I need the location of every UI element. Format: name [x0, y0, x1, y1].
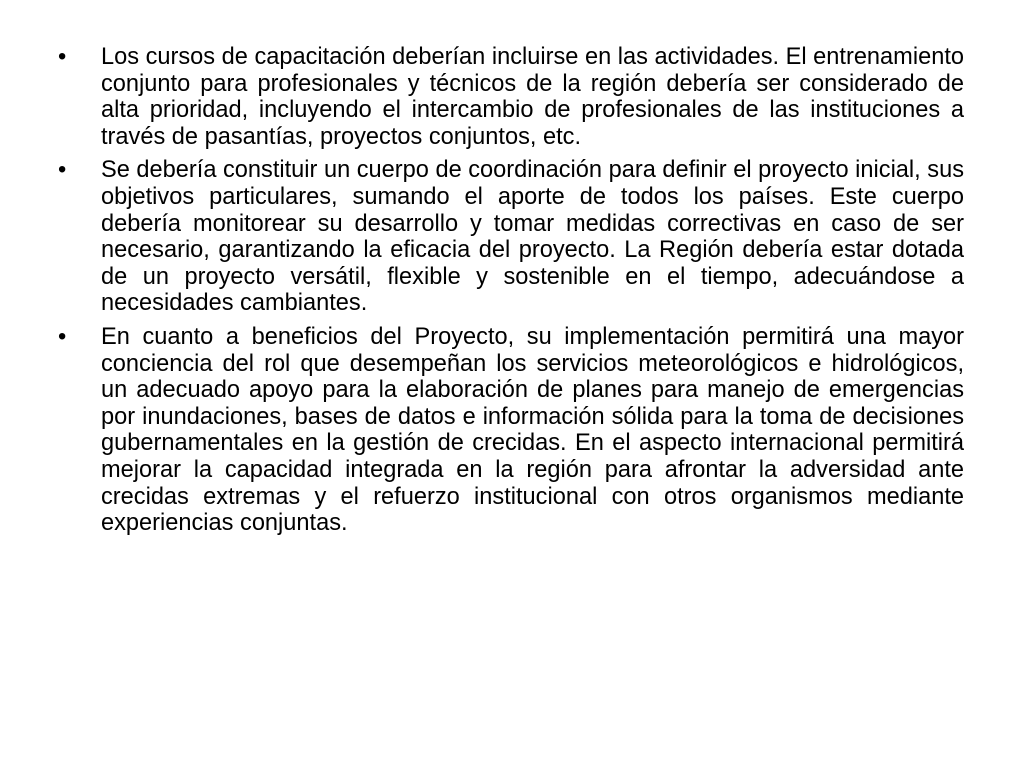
- bullet-marker: •: [58, 323, 67, 350]
- bullet-text: En cuanto a beneficios del Proyecto, su implementación permitirá una mayor conciencia del rol que desempeñan los servicios meteorológicos e hidrológicos, un adecuado apoyo para la elaboración de planes para manejo de emergencias por inundaciones, bases de datos e información sólida para la toma de decisiones gubernamentales en la gestión de crecidas. En el aspecto internacional permitirá mejorar la capacidad integrada en la región para afrontar la adversidad ante crecidas extremas y el refuerzo institucional con otros organismos mediante experiencias conjuntas.: [101, 323, 964, 537]
- bullet-item: [56, 324, 964, 537]
- bullet-text: Los cursos de capacitación deberían incluirse en las actividades. El entrenamiento conjunto para profesionales y técnicos de la región debería ser considerado de alta prioridad, incluyendo el intercambio de profesionales de las instituciones a través de pasantías, proyectos conjuntos, etc.: [101, 44, 964, 150]
- bullet-marker: •: [58, 157, 67, 184]
- bullet-list: [56, 44, 964, 544]
- bullet-item: [56, 157, 964, 317]
- bullet-item: [56, 44, 964, 150]
- bullet-text: Se debería constituir un cuerpo de coordinación para definir el proyecto inicial, sus objetivos particulares, sumando el aporte de todos los países. Este cuerpo debería monitorear su desarrollo y tomar medidas correctivas en caso de ser necesario, garantizando la eficacia del proyecto. La Región debería estar dotada de un proyecto versátil, flexible y sostenible en el tiempo, adecuándose a necesidades cambiantes.: [101, 157, 964, 317]
- bullet-marker: •: [58, 44, 67, 70]
